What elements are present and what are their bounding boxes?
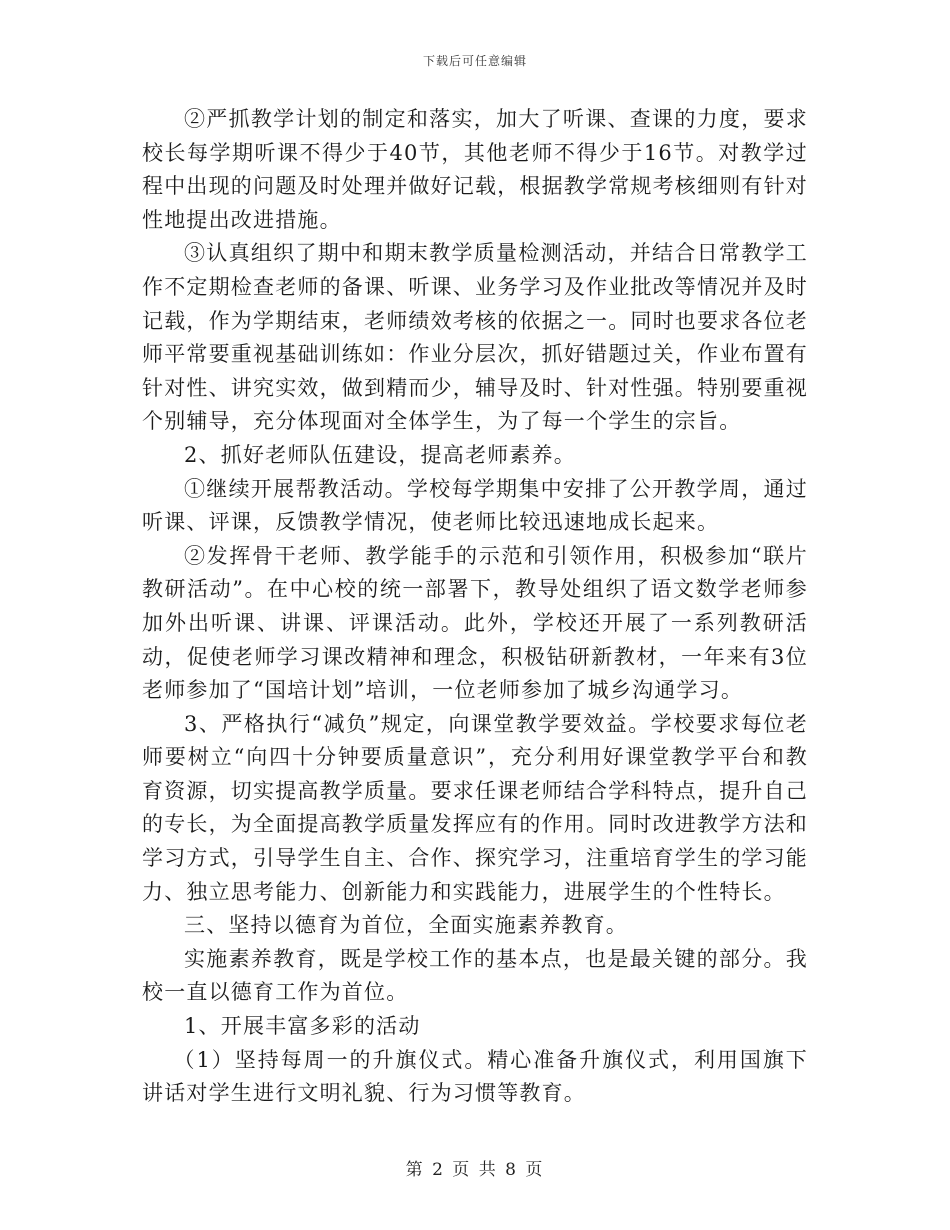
paragraph-quality-education: 实施素养教育，既是学校工作的基本点，也是最关键的部分。我校一直以德育工作为首位。: [142, 946, 808, 1005]
paragraph-flag-ceremony: （1）坚持每周一的升旗仪式。精心准备升旗仪式，利用国旗下讲话对学生进行文明礼貌、行为习惯等教育。: [142, 1047, 808, 1106]
paragraph-teaching-plan: ②严抓教学计划的制定和落实，加大了听课、查课的力度，要求校长每学期听课不得少于40节，其他老师不得少于16节。对教学过程中出现的问题及时处理并做好记载，根据教学常规考核细则有针对性地提出改进措施。: [142, 107, 808, 232]
paragraph-quality-check: ③认真组织了期中和期末教学质量检测活动，并结合日常教学工作不定期检查老师的备课、听课、业务学习及作业批改等情况并及时记载，作为学期结束，老师绩效考核的依据之一。同时也要求各位老师平常要重视基础训练如：作业分层次，抓好错题过关，作业布置有针对性、讲究实效，做到精而少，辅导及时、针对性强。特别要重视个别辅导，充分体现面对全体学生，为了每一个学生的宗旨。: [142, 241, 808, 434]
paragraph-burden-reduction: 3、严格执行“减负”规定，向课堂教学要效益。学校要求每位老师要树立“向四十分钟要质量意识”，充分利用好课堂教学平台和教育资源，切实提高教学质量。要求任课老师结合学科特点，提升自己的专长，为全面提高教学质量发挥应有的作用。同时改进教学方法和学习方式，引导学生自主、合作、探究学习，注重培育学生的学习能力、独立思考能力、创新能力和实践能力，进展学生的个性特长。: [142, 711, 808, 904]
section-heading-moral-education: 三、坚持以德育为首位，全面实施素养教育。: [184, 913, 628, 938]
paragraph-mentoring: ①继续开展帮教活动。学校每学期集中安排了公开教学周，通过听课、评课，反馈教学情况，使老师比较迅速地成长起来。: [142, 476, 808, 535]
document-body: [142, 103, 808, 1111]
page-number: 第 2 页 共 8 页: [405, 1160, 545, 1180]
paragraph-backbone-teachers: ②发挥骨干老师、教学能手的示范和引领作用，积极参加“联片教研活动”。在中心校的统一部署下，教导处组织了语文数学老师参加外出听课、讲课、评课活动。此外，学校还开展了一系列教研活动，促使老师学习课改精神和理念，积极钻研新教材，一年来有3位老师参加了“国培计划”培训，一位老师参加了城乡沟通学习。: [142, 543, 808, 703]
paragraph-activities-heading: 1、开展丰富多彩的活动: [184, 1014, 421, 1039]
paragraph-teacher-team-heading: 2、抓好老师队伍建设，提高老师素养。: [184, 442, 576, 467]
page-header-note: 下载后可任意编辑: [422, 54, 527, 68]
